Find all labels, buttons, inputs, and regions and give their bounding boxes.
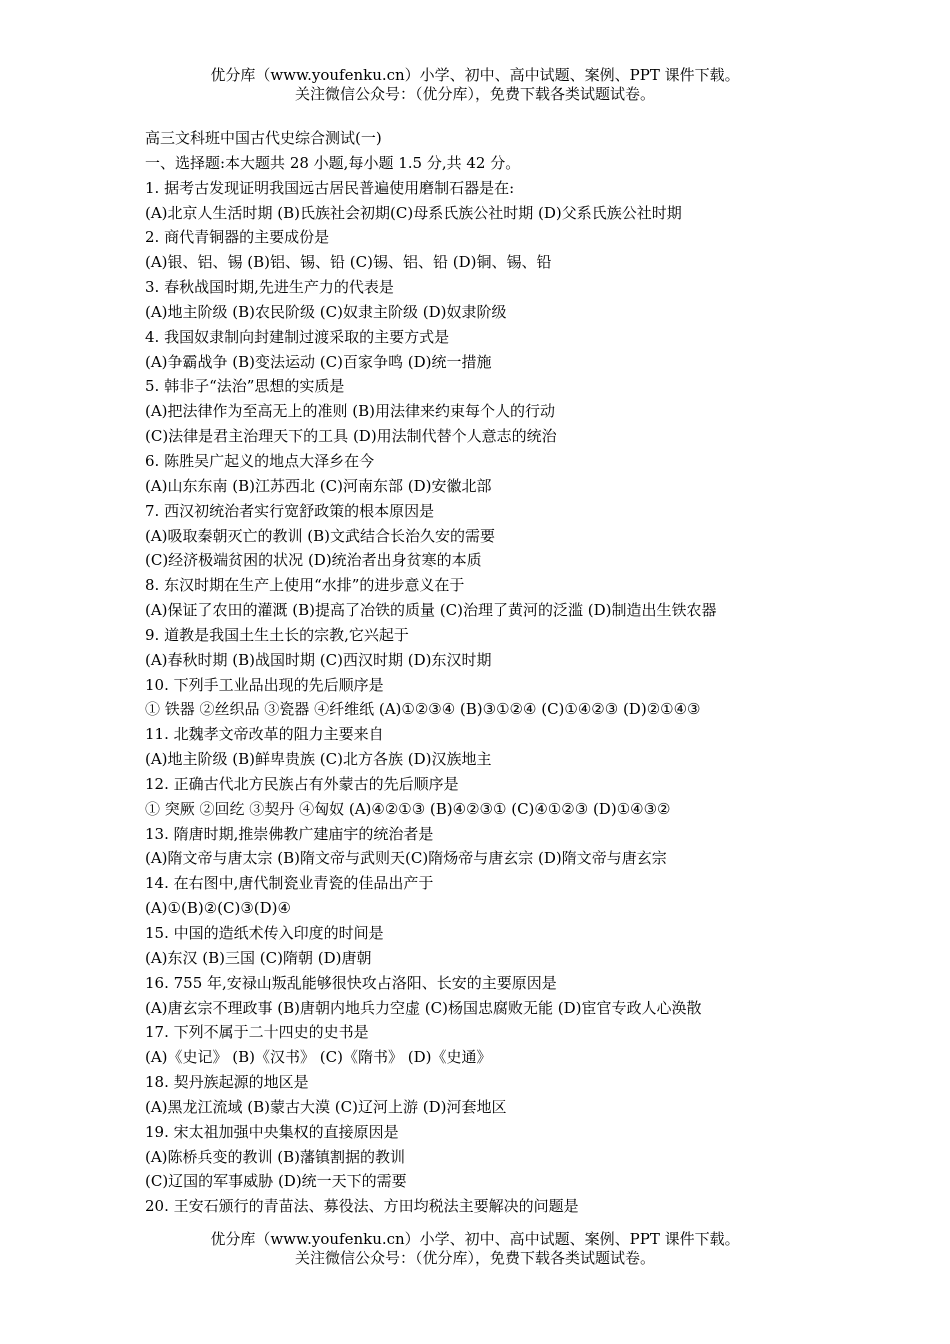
answer-options: (A)隋文帝与唐太宗 (B)隋文帝与武则天(C)隋炀帝与唐玄宗 (D)隋文帝与唐玄宗 [145, 849, 667, 868]
document-title: 高三文科班中国古代史综合测试(一) [145, 129, 382, 147]
answer-options: (A)春秋时期 (B)战国时期 (C)西汉时期 (D)东汉时期 [145, 650, 492, 669]
answer-options: (A)保证了农田的灌溉 (B)提高了冶铁的质量 (C)治理了黄河的泛滥 (D)制造出生铁农器 [145, 601, 717, 620]
answer-options: (A)地主阶级 (B)农民阶级 (C)奴隶主阶级 (D)奴隶阶级 [145, 302, 507, 321]
section-heading: 一、选择题:本大题共 28 小题,每小题 1.5 分,共 42 分。 [145, 153, 521, 172]
question-text: 20. 王安石颁行的青苗法、募役法、方田均税法主要解决的问题是 [145, 1197, 579, 1216]
question-text: 1. 据考古发现证明我国远古居民普遍使用磨制石器是在: [145, 178, 515, 197]
question-text: 19. 宋太祖加强中央集权的直接原因是 [145, 1122, 399, 1141]
question-text: 7. 西汉初统治者实行宽舒政策的根本原因是 [145, 501, 435, 520]
question-text: 18. 契丹族起源的地区是 [145, 1073, 309, 1092]
page-footer [0, 1230, 950, 1268]
answer-options: (A)东汉 (B)三国 (C)隋朝 (D)唐朝 [145, 948, 372, 967]
question-text: 2. 商代青铜器的主要成份是 [145, 228, 330, 247]
header-line-2: 关注微信公众号：（优分库），免费下载各类试题试卷。 [294, 85, 655, 103]
question-text: 9. 道教是我国土生土长的宗教,它兴起于 [145, 625, 409, 644]
question-text: 8. 东汉时期在生产上使用“水排”的进步意义在于 [145, 576, 465, 595]
question-text: 14. 在右图中,唐代制瓷业青瓷的佳品出产于 [145, 874, 434, 893]
answer-options: (A)山东东南 (B)江苏西北 (C)河南东部 (D)安徽北部 [145, 476, 492, 495]
answer-options: (A)①(B)②(C)③(D)④ [145, 899, 291, 918]
answer-options: (A)争霸战争 (B)变法运动 (C)百家争鸣 (D)统一措施 [145, 352, 492, 371]
answer-options: (A)黑龙江流域 (B)蒙古大漠 (C)辽河上游 (D)河套地区 [145, 1097, 507, 1116]
answer-options: (A)唐玄宗不理政事 (B)唐朝内地兵力空虚 (C)杨国忠腐败无能 (D)宦官专政人心涣散 [145, 998, 702, 1017]
document-body [145, 126, 935, 1219]
header-line-1: 优分库（www.youfenku.cn）小学、初中、高中试题、案例、PPT 课件下载。 [210, 66, 740, 84]
footer-line-1: 优分库（www.youfenku.cn）小学、初中、高中试题、案例、PPT 课件下载。 [210, 1230, 740, 1248]
question-text: 12. 正确古代北方民族占有外蒙古的先后顺序是 [145, 774, 459, 793]
page-header [0, 66, 950, 104]
question-text: 6. 陈胜吴广起义的地点大泽乡在今 [145, 451, 375, 470]
answer-options: (A)地主阶级 (B)鲜卑贵族 (C)北方各族 (D)汉族地主 [145, 750, 492, 769]
question-text: 5. 韩非子“法治”思想的实质是 [145, 377, 345, 396]
answer-options: (C)法律是君主治理天下的工具 (D)用法制代替个人意志的统治 [145, 427, 557, 446]
answer-options: (A)银、铝、锡 (B)铝、锡、铅 (C)锡、铝、铅 (D)铜、锡、铅 [145, 253, 552, 272]
question-text: 17. 下列不属于二十四史的史书是 [145, 1023, 369, 1042]
question-text: 13. 隋唐时期,推崇佛教广建庙宇的统治者是 [145, 824, 434, 843]
question-text: 10. 下列手工业品出现的先后顺序是 [145, 675, 384, 694]
answer-options: (A)《史记》 (B)《汉书》 (C)《隋书》 (D)《史通》 [145, 1048, 492, 1067]
answer-options: ① 铁器 ②丝织品 ③瓷器 ④纤维纸 (A)①②③④ (B)③①②④ (C)①④②③ (D)②①④③ [145, 700, 701, 719]
question-text: 11. 北魏孝文帝改革的阻力主要来自 [145, 725, 384, 744]
answer-options: (A)陈桥兵变的教训 (B)藩镇割据的教训 [145, 1147, 406, 1166]
answer-options: (A)北京人生活时期 (B)氏族社会初期(C)母系氏族公社时期 (D)父系氏族公社时期 [145, 203, 682, 222]
footer-line-2: 关注微信公众号：（优分库），免费下载各类试题试卷。 [294, 1249, 655, 1267]
question-text: 15. 中国的造纸术传入印度的时间是 [145, 924, 384, 942]
answer-options: (C)辽国的军事威胁 (D)统一天下的需要 [145, 1172, 407, 1191]
answer-options: ① 突厥 ②回纥 ③契丹 ④匈奴 (A)④②①③ (B)④②③① (C)④①②③ (D)①④③② [145, 799, 671, 818]
question-text: 4. 我国奴隶制向封建制过渡采取的主要方式是 [145, 327, 450, 346]
question-text: 3. 春秋战国时期,先进生产力的代表是 [145, 278, 394, 297]
answer-options: (A)吸取秦朝灭亡的教训 (B)文武结合长治久安的需要 [145, 526, 496, 545]
answer-options: (A)把法律作为至高无上的准则 (B)用法律来约束每个人的行动 [145, 402, 556, 421]
question-text: 16. 755 年,安禄山叛乱能够很快攻占洛阳、长安的主要原因是 [145, 973, 557, 992]
answer-options: (C)经济极端贫困的状况 (D)统治者出身贫寒的本质 [145, 551, 482, 570]
